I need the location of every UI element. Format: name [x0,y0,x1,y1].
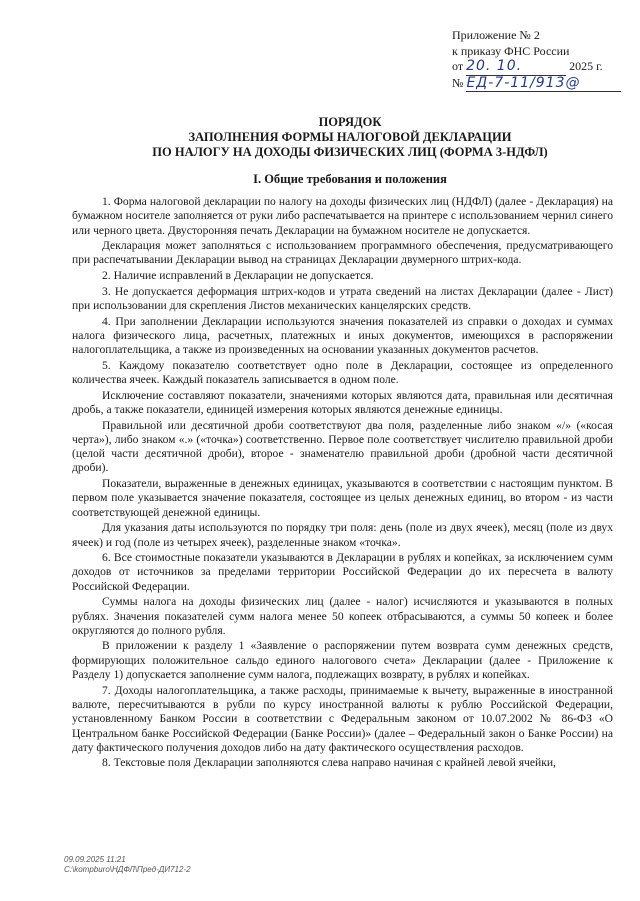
date-prefix: от [452,59,464,73]
paragraph: 3. Не допускается деформация штрих-кодов и утрата сведений на листах Декларации (далее - Лист) при использовании для скрепления Листов механических канцелярских средств. [72,284,613,312]
print-footer [64,855,264,875]
paragraph: В приложении к разделу 1 «Заявление о распоряжении путем возврата сумм денежных средств, формирующих положительное сальдо единого налогового счета» Декларации (далее - Приложение к Разделу 1) допускается заполнение сумм налога, подлежащих возврату, в рублях и копейках. [72,639,613,682]
paragraph: 4. При заполнении Декларации используются значения показателей из справки о доходах и суммах налога физического лица, расчетных, платежных и иных документов, имеющихся в распоряжении налогоплательщика, а также из произведенных на основании указанных документов расчетов. [72,314,613,357]
appendix-line-1: Приложение № 2 [452,28,540,42]
paragraph: 2. Наличие исправлений в Декларации не допускается. [102,269,374,283]
handwritten-date: 20. 10. [466,58,523,74]
paragraph: Исключение составляют показатели, значениями которых являются дата, правильная или десятичная дробь, а также показатели, единицей измерения которых являются денежные единицы. [72,388,613,416]
paragraph: Правильной или десятичной дроби соответствуют два поля, разделенные либо знаком «/» («косая черта»), либо знаком «.» («точка») соответственно. Первое поле соответствует числителю правильной дроби (целой части десятичной дроби), второе - знаменателю правильной дроби (дробной части десятичной дроби). [72,418,613,475]
title-line-2: ЗАПОЛНЕНИЯ ФОРМЫ НАЛОГОВОЙ ДЕКЛАРАЦИИ [188,130,512,144]
document-title [60,115,640,160]
number-field [466,76,621,93]
section-heading: I. Общие требования и положения [253,172,447,186]
appendix-date-line [452,59,627,76]
number-prefix: № [452,75,464,90]
date-year: 2025 г. [569,59,603,73]
title-line-1: ПОРЯДОК [318,115,382,129]
handwritten-number: ЕД-7-11/913@ [466,74,581,91]
paragraph: Показатели, выраженные в денежных единицах, указываются в соответствии с настоящим пунктом. В первом поле указывается значение показателя, состоящее из целых денежных единиц, во втором - из части соответствующей денежной единицы. [72,477,613,519]
appendix-line-2: к приказу ФНС России [452,43,570,58]
paragraph: Декларация может заполняться с использованием программного обеспечения, предусматривающего при распечатывании Декларации вывод на страницах Декларации двумерного штрих-кода. [72,239,613,267]
paragraph: 7. Доходы налогоплательщика, а также расходы, принимаемые к вычету, выраженные в иностранной валюте, пересчитываются в рубли по курсу иностранной валюты к рублю Российской Федерации, установленному Банком России в соответствии с Федеральным законом от 10.07.2002 № 86-ФЗ «О Центральном банке Российской Федерации (Банке России)» (далее – Федеральный закон о Банке России) на дату фактического получения доходов либо на дату фактического осуществления расходов. [72,683,613,754]
appendix-block [452,28,627,92]
paragraph: Суммы налога на доходы физических лиц (далее - налог) исчисляются и указываются в полных рублях. Значения показателей сумм налога менее 50 копеек отбрасываются, а суммы 50 копеек и более округляются до полного рубля. [72,595,613,637]
footer-file-path: C:\kompburo\НДФЛ\Пред-ДИ712-2 [64,865,191,874]
appendix-number-line [452,76,627,93]
paragraph: 1. Форма налоговой декларации по налогу на доходы физических лиц (НДФЛ) (далее - Декларация) на бумажном носителе заполняется от руки либо распечатывается на принтере с использованием чернил синего или черного цвета. Двусторонняя печать Декларации на бумажном носителе не допускается. [72,195,613,237]
document-body [72,195,613,772]
paragraph: 5. Каждому показателю соответствует одно поле в Декларации, состоящее из определенного количества ячеек. Каждый показатель записывается в одном поле. [72,358,613,387]
paragraph: Для указания даты используются по порядку три поля: день (поле из двух ячеек), месяц (поле из двух ячеек) и год (поле из четырех ячеек), разделенные знаком «точка». [72,521,613,549]
paragraph: 6. Все стоимостные показатели указываются в Декларации в рублях и копейках, за исключением сумм доходов от источников за пределами территории Российской Федерации до их пересчета в валюту Российской Федерации. [72,551,613,593]
date-field [466,59,566,76]
paragraph: 8. Текстовые поля Декларации заполняются слева направо начиная с крайней левой ячейки, [102,756,556,770]
title-line-3: ПО НАЛОГУ НА ДОХОДЫ ФИЗИЧЕСКИХ ЛИЦ (ФОРМА 3-НДФЛ) [152,145,548,159]
footer-timestamp: 09.09.2025 11:21 [64,855,126,864]
